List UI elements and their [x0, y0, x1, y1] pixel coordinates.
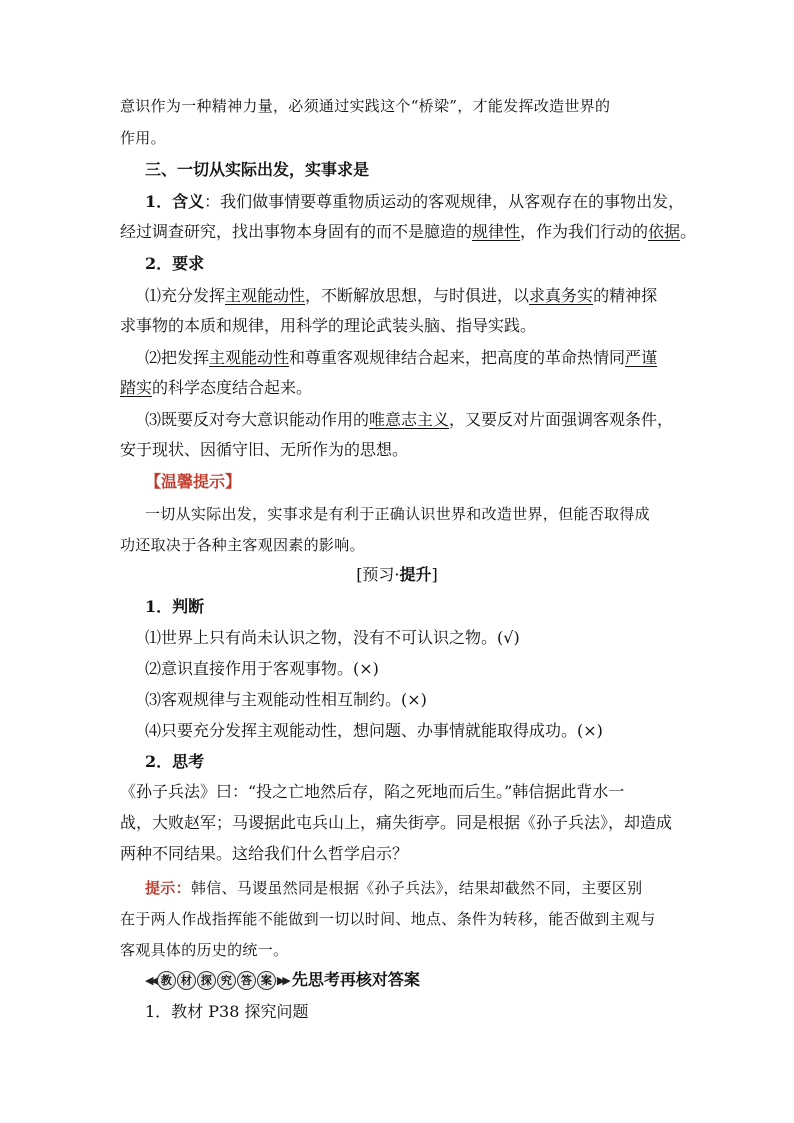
judgement-item: ⑴世界上只有尚未认识之物，没有不可认识之物。(√) [145, 628, 520, 647]
text: 。 [680, 222, 697, 241]
judgement-item: ⑶客观规律与主观能动性相互制约。(×) [145, 690, 427, 709]
underlined-term: 主观能动性 [225, 286, 306, 305]
banner-text: 先思考再核对答案 [291, 970, 420, 989]
hint-line: 客观具体的历史的统一。 [120, 941, 289, 959]
underlined-term: 主观能动性 [209, 348, 290, 367]
text: ，又要反对片面强调客观条件， [449, 410, 674, 429]
text: ⑵把发挥 [145, 348, 210, 367]
thinking-line: 战，大败赵军；马谡据此屯兵山上，痛失街亭。同是根据《孙子兵法》，却造成 [120, 813, 673, 832]
judgement-heading: 1．判断 [145, 597, 205, 616]
warm-tip-label: 【温馨提示】 [145, 472, 242, 491]
thinking-line: 两种不同结果。这给我们什么哲学启示？ [120, 844, 409, 863]
banner-char: 究 [217, 971, 236, 990]
banner-char: 案 [257, 971, 276, 990]
requirement-line [145, 410, 673, 430]
judgement-item: ⑷只要充分发挥主观能动性，想问题、办事情就能取得成功。(×) [145, 721, 603, 740]
warm-tip-line: 功还取决于各种主客观因素的影响。 [120, 536, 365, 554]
text: 的精神探 [593, 286, 658, 305]
text: 提升 [399, 565, 432, 584]
text: ，作为我们行动的 [520, 222, 649, 241]
hint-label: 提示： [145, 879, 191, 897]
section-heading: 三、一切从实际出发，实事求是 [145, 160, 370, 179]
paragraph-line: 作用。 [120, 129, 166, 147]
textbook-answer-banner [145, 970, 420, 991]
text: ，不断解放思想，与时俱进，以 [305, 286, 530, 305]
underlined-term: 规律性 [472, 222, 521, 241]
text: 的科学态度结合起来。 [152, 378, 313, 397]
text: ⑶既要反对夸大意识能动作用的 [145, 410, 370, 429]
text: [预习· [356, 565, 400, 584]
requirement-line [145, 348, 657, 368]
requirements-heading: 2．要求 [145, 254, 205, 273]
warm-tip-line: 一切从实际出发，实事求是有利于正确认识世界和改造世界，但能否取得成 [145, 505, 650, 523]
underlined-term: 唯意志主义 [369, 410, 450, 429]
underlined-term: 求真务实 [529, 286, 594, 305]
text: ] [431, 565, 438, 584]
double-right-arrow-icon: ▶▶ [276, 973, 288, 987]
text: 韩信、马谡虽然同是根据《孙子兵法》，结果却截然不同，主要区别 [190, 879, 643, 897]
definition-label: 1．含义 [145, 192, 205, 211]
text: 经过调查研究，找出事物本身固有的而不是臆造的 [120, 222, 473, 241]
requirement-line [120, 378, 312, 398]
double-left-arrow-icon: ◀◀ [145, 973, 156, 987]
text: 和尊重客观规律结合起来，把高度的革命热情同 [289, 348, 626, 367]
definition-line [120, 222, 696, 242]
thinking-line: 《孙子兵法》曰：“投之亡地然后存，陷之死地而后生。”韩信据此背水一 [120, 782, 625, 801]
definition-line [145, 192, 684, 212]
requirement-line: 安于现状、因循守旧、无所作为的思想。 [120, 440, 409, 459]
hint-line [145, 878, 642, 898]
underlined-term: 严谨 [625, 348, 658, 367]
judgement-item: ⑵意识直接作用于客观事物。(×) [145, 659, 379, 678]
thinking-heading: 2．思考 [145, 752, 205, 771]
requirement-line [145, 286, 657, 306]
banner-char: 材 [177, 971, 196, 990]
banner-char: 答 [237, 971, 256, 990]
banner-char: 探 [197, 971, 216, 990]
question-line: 1．教材 P38 探究问题 [145, 1002, 309, 1021]
banner-badge [145, 971, 288, 991]
requirement-line: 求事物的本质和规律，用科学的理论武装头脑、指导实践。 [120, 316, 537, 335]
underlined-term: 踏实 [120, 378, 153, 397]
text: ⑴充分发挥 [145, 286, 226, 305]
hint-line: 在于两人作战指挥能不能做到一切以时间、地点、条件为转移，能否做到主观与 [120, 910, 656, 928]
underlined-term: 依据 [648, 222, 681, 241]
definition-text: ：我们做事情要尊重物质运动的客观规律，从客观存在的事物出发， [204, 192, 685, 211]
banner-char: 教 [157, 971, 176, 990]
paragraph-line: 意识作为一种精神力量，必须通过实践这个“桥梁”，才能发挥改造世界的 [120, 97, 611, 115]
section-title [0, 565, 794, 585]
